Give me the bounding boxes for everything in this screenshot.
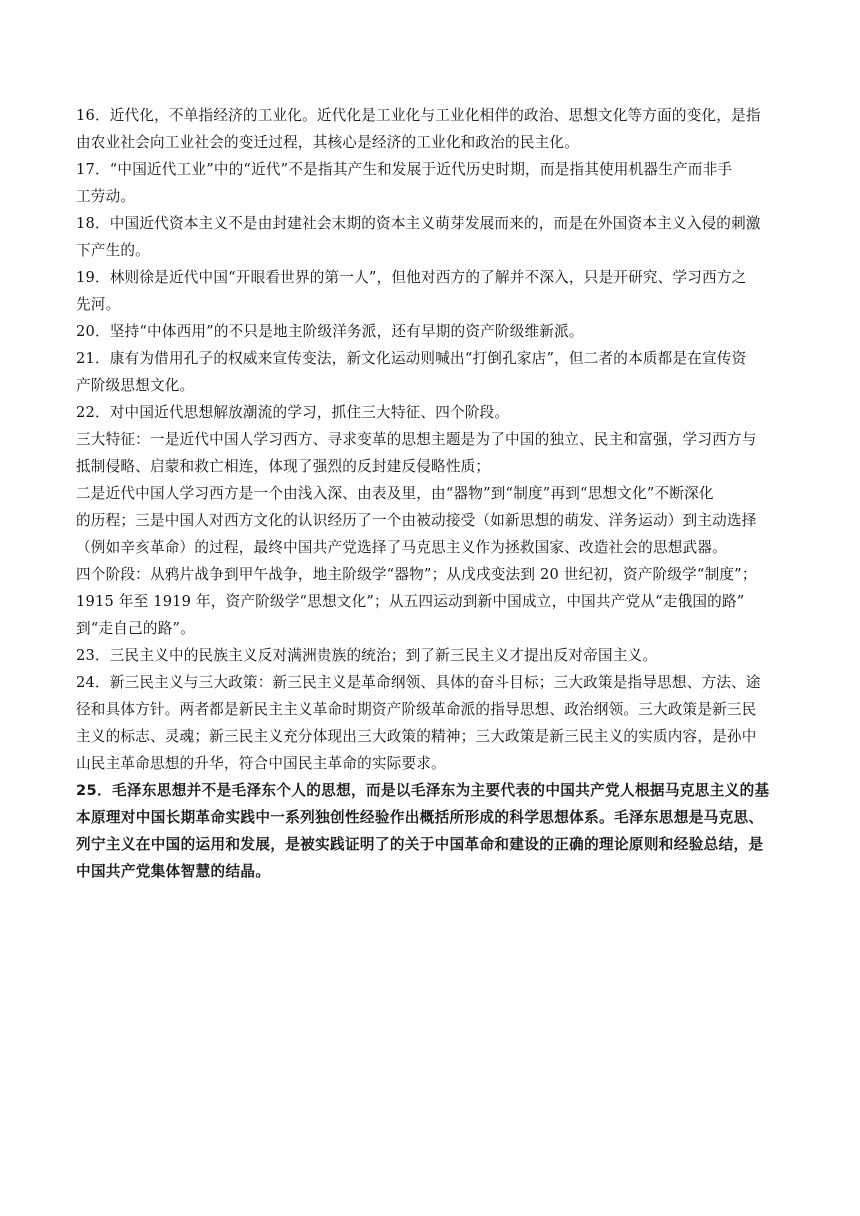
text-line: 四个阶段：从鸦片战争到甲午战争，地主阶级学“器物”；从戊戌变法到 20 世纪初，资产阶级学“制度”； [76,566,757,583]
text-line: 18．中国近代资本主义不是由封建社会末期的资本主义萌芽发展而来的，而是在外国资本主义入侵的刺激 [76,215,761,232]
text-line: 工劳动。 [76,188,136,205]
text-line: 产阶级思想文化。 [76,377,195,394]
text-line: 1915 年至 1919 年，资产阶级学“思想文化”；从五四运动到新中国成立，中国共产党从“走俄国的路” [76,593,745,610]
text-line: 24．新三民主义与三大政策：新三民主义是革命纲领、具体的奋斗目标；三大政策是指导思想、方法、途 [76,674,761,691]
text-line-bold: 中国共产党集体智慧的结晶。 [76,863,271,880]
text-line: 主义的标志、灵魂；新三民主义充分体现出三大政策的精神；三大政策是新三民主义的实质内容，是孙中 [76,728,757,745]
text-line: 抵制侵略、启蒙和救亡相连，体现了强烈的反封建反侵略性质； [76,458,491,475]
text-line-bold: 25．毛泽东思想并不是毛泽东个人的思想，而是以毛泽东为主要代表的中国共产党人根据马克思主义的基 [76,782,770,799]
text-line: 20．坚持“中体西用”的不只是地主阶级洋务派，还有早期的资产阶级维新派。 [76,323,584,340]
text-line: 径和具体方针。两者都是新民主主义革命时期资产阶级革命派的指导思想、政治纲领。三大政策是新三民 [76,701,757,718]
text-line: 16．近代化，不单指经济的工业化。近代化是工业化与工业化相伴的政治、思想文化等方面的变化，是指 [76,107,761,124]
text-line: 19．林则徐是近代中国“开眼看世界的第一人”，但他对西方的了解并不深入，只是开研究、学习西方之 [76,269,747,286]
text-line: 17．“中国近代工业”中的“近代”不是指其产生和发展于近代历史时期，而是指其使用机器生产而非手 [76,161,733,178]
text-line: 22．对中国近代思想解放潮流的学习，抓住三大特征、四个阶段。 [76,404,510,421]
text-line: 由农业社会向工业社会的变迁过程，其核心是经济的工业化和政治的民主化。 [76,134,579,151]
text-line: 到“走自己的路”。 [76,620,195,637]
text-line-bold: 列宁主义在中国的运用和发展，是被实践证明了的关于中国革命和建设的正确的理论原则和经验总结，是 [76,836,764,853]
text-line: 下产生的。 [76,242,150,259]
text-line: 二是近代中国人学习西方是一个由浅入深、由表及里，由“器物”到“制度”再到“思想文化”不断深化 [76,485,714,502]
text-line-bold: 本原理对中国长期革命实践中一系列独创性经验作出概括所形成的科学思想体系。毛泽东思想是马克思、 [76,809,764,826]
text-line: 山民主革命思想的升华，符合中国民主革命的实际要求。 [76,755,446,772]
text-line: （例如辛亥革命）的过程，最终中国共产党选择了马克思主义作为拯救国家、改造社会的思想武器。 [76,539,727,556]
text-line: 23．三民主义中的民族主义反对满洲贵族的统治；到了新三民主义才提出反对帝国主义。 [76,647,658,664]
text-line: 的历程；三是中国人对西方文化的认识经历了一个由被动接受（如新思想的萌发、洋务运动）到主动选择 [76,512,757,529]
text-line: 三大特征：一是近代中国人学习西方、寻求变革的思想主题是为了中国的独立、民主和富强，学习西方与 [76,431,757,448]
document-body [76,105,788,882]
text-line: 21．康有为借用孔子的权威来宣传变法，新文化运动则喊出“打倒孔家店”，但二者的本质都是在宣传资 [76,350,747,367]
text-line: 先河。 [76,296,121,313]
